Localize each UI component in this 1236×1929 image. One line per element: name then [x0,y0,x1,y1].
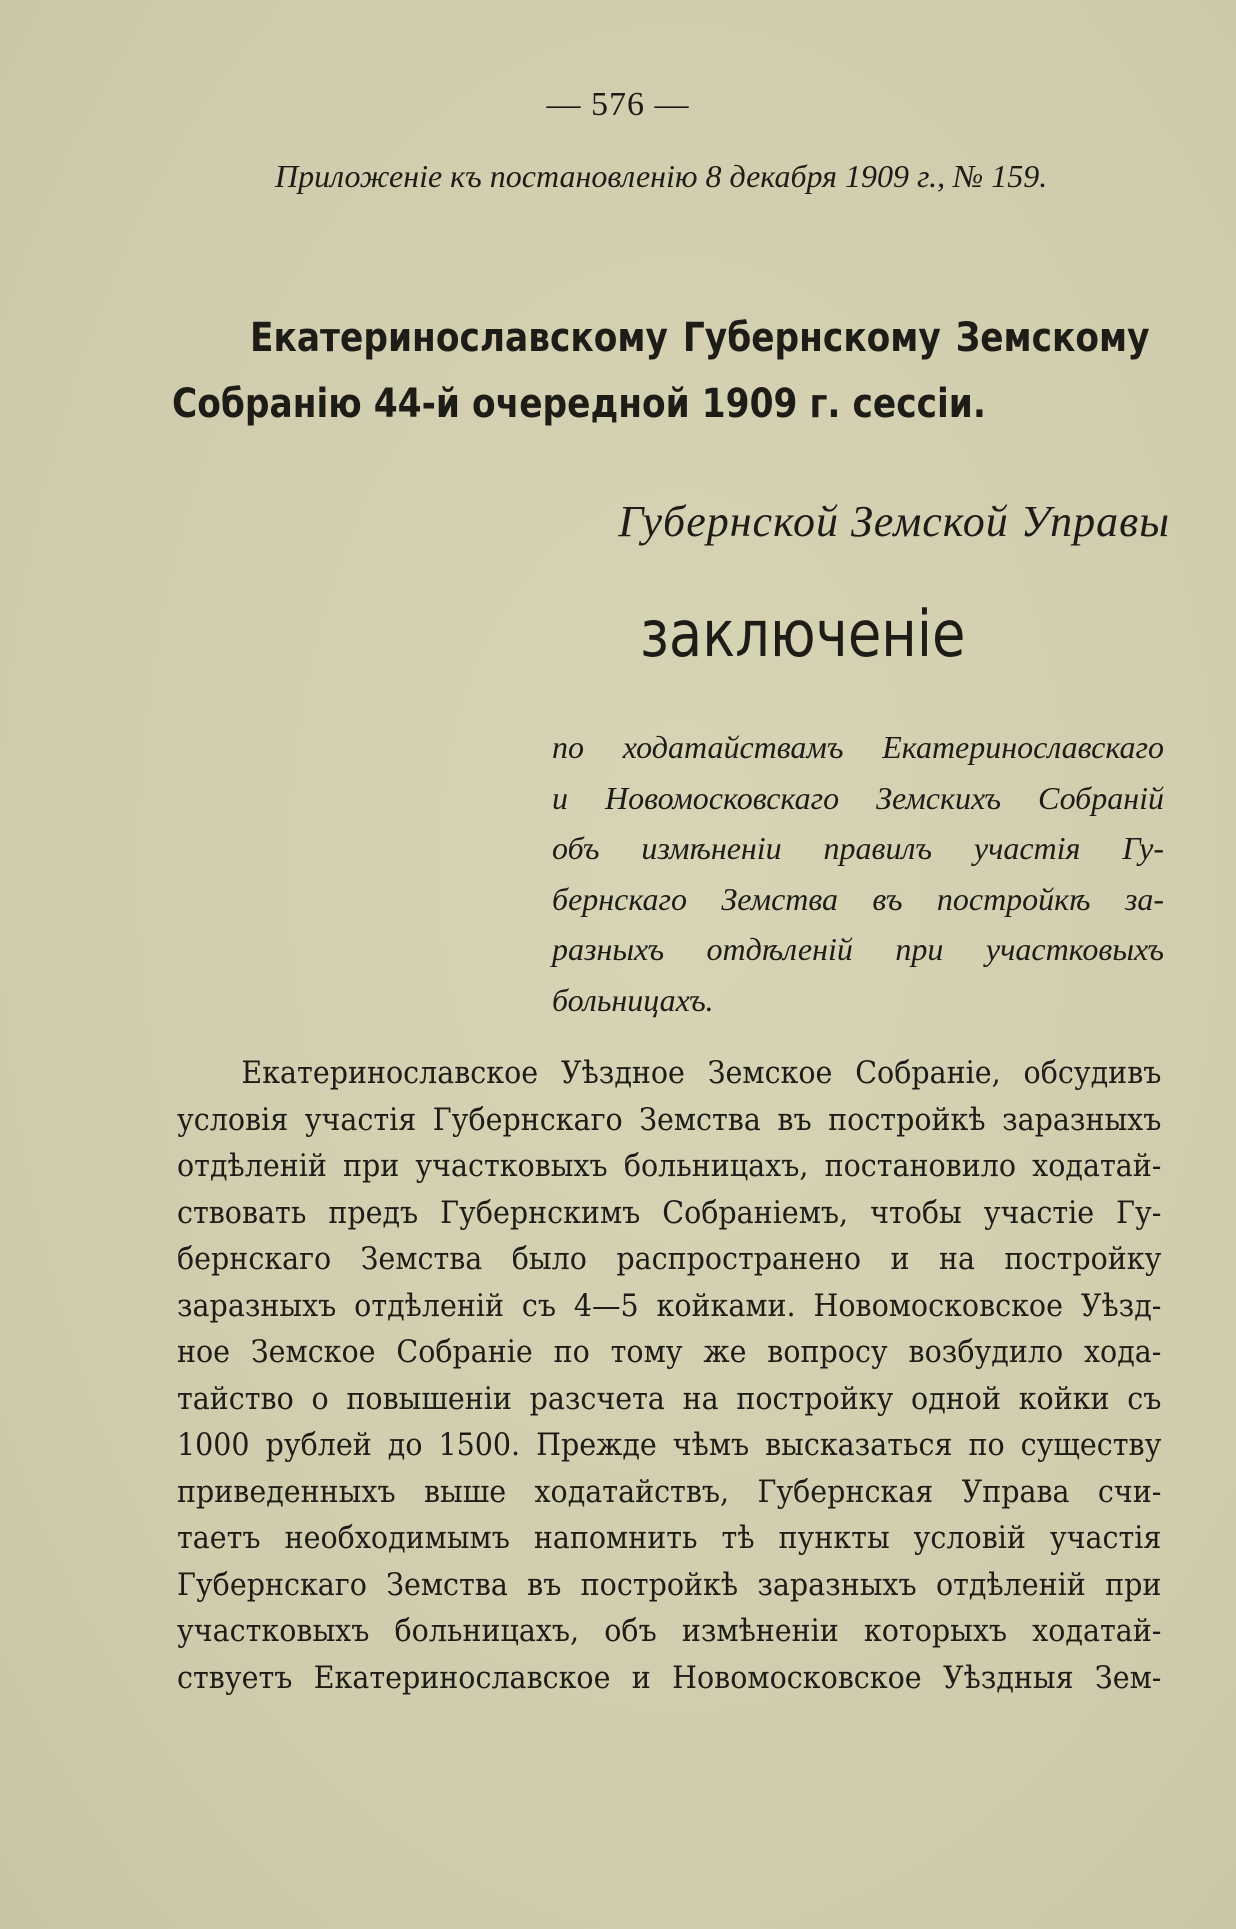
body-line: условія участія Губернскаго Земства въ постройкѣ заразныхъ [177,1101,1162,1138]
subject-line: разныхъ отдѣленій при участковыхъ [552,931,1164,967]
heading-line-1: Екатеринославскому Губернскому Земскому [250,315,1150,361]
page-number: — 576 — [546,86,690,123]
body-paragraph [177,1050,1162,1701]
body-line: участковыхъ больницахъ, объ измѣненіи которыхъ ходатай- [177,1613,1162,1649]
body-line: тайство о повышеніи разсчета на постройку одной койки съ [177,1380,1162,1417]
body-line: ствуетъ Екатеринославское и Новомосковское Уѣздныя Зем- [177,1659,1162,1696]
heading-line-2: Собранію 44-й очередной 1909 г. сессіи. [172,381,986,427]
subject-line: по ходатайствамъ Екатеринославскаго [552,729,1164,765]
subject-block [552,722,1164,1025]
bleed-through-text [330,620,355,713]
body-line: 1000 рублей до 1500. Прежде чѣмъ высказаться по существу [177,1427,1162,1463]
body-line: заразныхъ отдѣленій съ 4—5 койками. Новомосковское Уѣзд- [177,1287,1162,1324]
body-line: ное Земское Собраніе по тому же вопросу возбудило хода- [177,1334,1162,1370]
body-line: ствовать предъ Губернскимъ Собраніемъ, чтобы участіе Гу- [177,1194,1162,1231]
subject-line: и Новомосковскаго Земскихъ Собраній [552,779,1164,816]
document-type-title: заключеніе [640,598,966,672]
body-line: приведенныхъ выше ходатайствъ, Губернская Управа счи- [177,1473,1162,1510]
body-line: отдѣленій при участковыхъ больницахъ, постановило ходатай- [177,1148,1162,1184]
body-line: Губернскаго Земства въ постройкѣ заразныхъ отдѣленій при [177,1566,1162,1603]
issuer-title: Губернской Земской Управы [618,497,1170,546]
body-line: Екатеринославское Уѣздное Земское Собраніе, обсудивъ [241,1055,1162,1091]
body-line: таетъ необходимымъ напомнить тѣ пункты условій участія [177,1520,1162,1556]
appendix-note: Приложеніе къ постановленію 8 декабря 1909 г., № 159. [275,158,1048,194]
subject-line: объ измѣненіи правилъ участія Гу- [552,830,1164,866]
subject-line: больницахъ. [552,981,714,1018]
body-line: бернскаго Земства было распространено и на постройку [177,1241,1162,1277]
subject-line: бернскаго Земства въ постройкѣ за- [552,880,1164,917]
